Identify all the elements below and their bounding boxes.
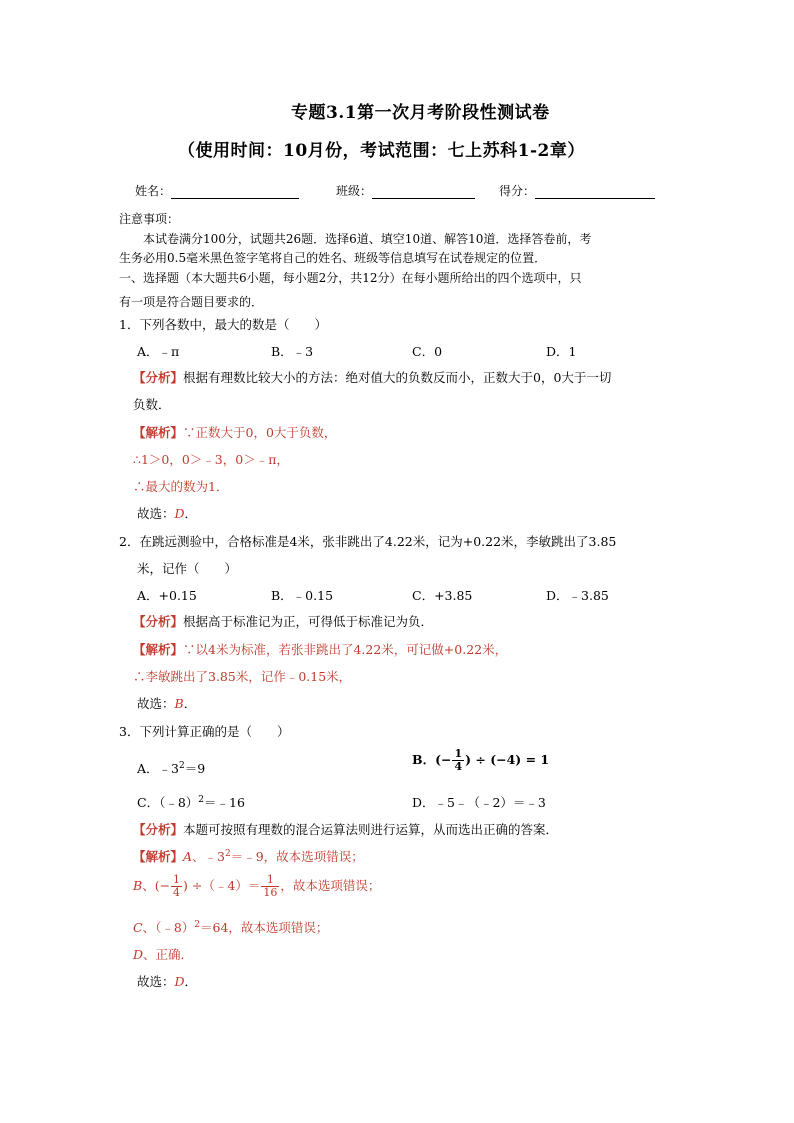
q2-option-d: D．﹣3.85 (546, 588, 609, 603)
class-field (336, 182, 475, 199)
q3-option-b: B．(− $\frac{1}{4}$ ) ÷ (−4) = 1 (412, 747, 550, 773)
q1-analysis-cont: 负数． (133, 397, 171, 412)
fraction: $\frac{1}{16}$ (263, 873, 278, 899)
q2-stem-cont: 米，记作（ ） (137, 561, 238, 576)
q1-solution: 【解析】∵正数大于0，0大于负数， (133, 425, 337, 440)
q2-answer: 故选：B． (137, 696, 197, 711)
class-label: 班级： (336, 184, 373, 198)
q2-analysis: 【分析】根据高于标准记为正，可得低于标准记为负． (133, 614, 434, 629)
q3-stem: 3．下列计算正确的是（ ） (119, 724, 290, 739)
q3-option-c: C．（﹣8）$^2$＝﹣16 (137, 794, 245, 810)
q3-solution-d: D、正确． (133, 947, 194, 962)
page-title: 专题3.1第一次月考阶段性测试卷 (291, 103, 550, 123)
q1-solution-2: ∴1＞0，0＞﹣3，0＞﹣π， (133, 452, 289, 467)
notice-line-1: 本试卷满分100分，试题共26题．选择6道、填空10道、解答10道．选择答卷前，考 (143, 232, 592, 246)
q3-solution-a: 【解析】A、$﹣3^2=﹣9$，故本选项错误； (133, 848, 364, 864)
q3-option-a: A．$﹣3^2=9$ (137, 760, 206, 776)
q2-solution: 【解析】∵以4米为标准，若张非跳出了4.22米，可记做+0.22米， (133, 642, 508, 657)
q2-option-b: B．﹣0.15 (271, 588, 334, 603)
q1-option-d: D．1 (546, 344, 577, 359)
q1-solution-3: ∴最大的数为1． (133, 479, 229, 494)
page-subtitle: （使用时间：10月份，考试范围：七上苏科1-2章） (178, 141, 585, 161)
name-field (135, 182, 299, 199)
solution-tag: 【解析】 (133, 425, 184, 440)
q2-stem: 2．在跳远测验中，合格标准是4米，张非跳出了4.22米，记为+0.22米，李敏跳出了3.85 (119, 534, 617, 549)
q3-option-d: D．﹣5﹣（﹣2）＝﹣3 (412, 795, 546, 810)
section-line-1: 一、选择题（本大题共6小题，每小题2分，共12分）在每小题所给出的四个选项中，只 (119, 271, 582, 285)
q2-option-c: C．+3.85 (412, 588, 473, 603)
analysis-tag: 【分析】 (133, 370, 184, 385)
q1-answer: 故选：D． (137, 506, 198, 521)
score-field (499, 182, 655, 199)
name-blank (171, 186, 299, 199)
q3-analysis: 【分析】本题可按照有理数的混合运算法则进行运算，从而选出正确的答案． (133, 822, 559, 837)
q1-option-c: C．0 (412, 344, 443, 359)
analysis-tag: 【分析】 (133, 822, 184, 837)
fraction: $\frac{1}{4}$ (454, 747, 463, 773)
q2-solution-2: ∴李敏跳出了3.85米，记作﹣0.15米， (133, 669, 352, 684)
section-line-2: 有一项是符合题目要求的． (119, 295, 264, 309)
class-blank (372, 186, 475, 199)
q3-solution-b: B、(− $\frac{1}{4}$ ) ÷（﹣4）＝ $\frac{1}{16}$ ，故本选项错误； (133, 873, 381, 899)
notice-line-2: 生务必用0.5毫米黑色签字笔将自己的姓名、班级等信息填写在试卷规定的位置． (119, 251, 547, 265)
fraction: $\frac{1}{4}$ (173, 873, 181, 899)
q3-answer: 故选：D． (137, 974, 198, 989)
q1-option-b: B．﹣3 (271, 344, 314, 359)
solution-tag: 【解析】 (133, 642, 184, 657)
q3-solution-c: C、（﹣8）$^2$＝64，故本选项错误； (133, 919, 329, 935)
analysis-tag: 【分析】 (133, 614, 184, 629)
name-label: 姓名： (135, 184, 172, 198)
q1-option-a: A．﹣π (137, 344, 180, 359)
q1-analysis: 【分析】根据有理数比较大小的方法：绝对值大的负数反而小，正数大于0，0大于一切 (133, 370, 612, 385)
score-label: 得分： (499, 184, 536, 198)
score-blank (535, 186, 655, 199)
q1-stem: 1．下列各数中，最大的数是（ ） (119, 317, 327, 332)
solution-tag: 【解析】 (133, 849, 184, 864)
q2-option-a: A．+0.15 (137, 588, 197, 603)
notice-heading: 注意事项： (119, 212, 180, 226)
